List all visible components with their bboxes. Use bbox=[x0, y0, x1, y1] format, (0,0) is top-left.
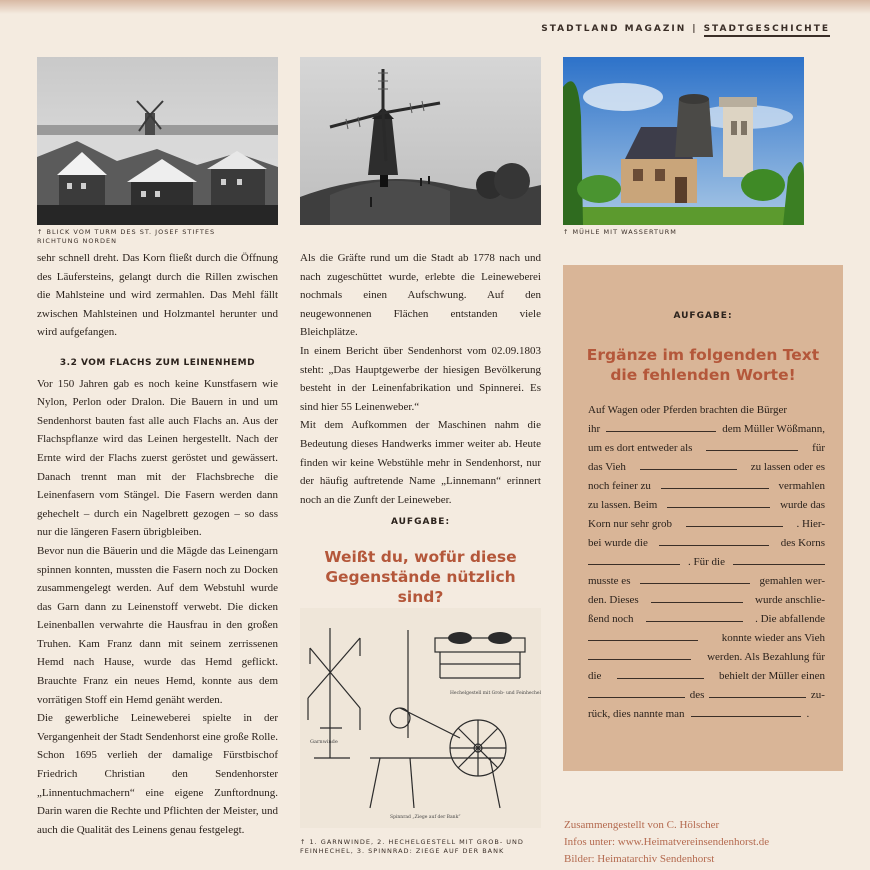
col1-paragraph-2: Vor 150 Jahren gab es noch keine Kunstfasern wie Nylon, Perlon oder Dralon. Die Bauern in und um Sendenhorst bauten fast alle auch Flachs an. Aus der Flachspflanze wird das Leinen hergestellt. Nach der Ernte wird der Flachs zuerst geröstet und gewässert. Danach trennt man mit der Flachsbreche die Leinenfasern vom Stängel. Die Fasern werden dann gehechelt – durch ein Nagelbrett gezogen – so dass nur die längeren Fasern übrigbleiben. bbox=[37, 377, 278, 539]
magazine-name: STADTLAND MAGAZIN bbox=[541, 24, 687, 34]
label-garnwinde: Garnwinde bbox=[310, 739, 338, 745]
blank-field[interactable] bbox=[606, 420, 716, 432]
blank-field[interactable] bbox=[706, 439, 798, 451]
col1-paragraph-3: Bevor nun die Bäuerin und die Mägde das Leinengarn spinnen konnten, mussten die Fasern noch zu Docken zusammengelegt werden. Auf dem Webstuhl wurde das Garn dann zu Leinenstoff verwebt. Die dicken Leinenballen verwahrte die Hausfrau in den großen Truhen. Kam Franz dann mit seinem zerrissenen Hemd nach Hause, wurde das Hemd geflickt. Brauchte Franz ein neues Hemd, konnte aus dem vorrätigen Stoff ein Hemd genäht werden. bbox=[37, 544, 278, 706]
section-heading-flachs: 3.2 VOM FLACHS ZUM LEINENHEMD bbox=[59, 357, 256, 368]
cloze-line bbox=[588, 572, 825, 591]
col1-paragraph-4: Die gewerbliche Leineweberei spielte in der Vergangenheit der Stadt Sendenhorst eine große Rolle. Schon 1695 verlieh der damalige Fürstbischof Friedrich Christian den Sendenhorster „Linnentuchmachern“ eine eigene Zunftordnung. Darin waren die Rechte und Pflichten der Meister, und auch die Qualität des Leinens genau festgelegt. bbox=[37, 712, 278, 836]
credits-author: Zusammengestellt von C. Hölscher bbox=[564, 819, 720, 831]
tools-illustration bbox=[300, 608, 541, 828]
cloze-line bbox=[588, 629, 825, 648]
column-2-text bbox=[300, 249, 541, 509]
cloze-line bbox=[588, 553, 825, 572]
photo-windmill bbox=[300, 57, 541, 225]
cloze-line bbox=[588, 515, 825, 534]
header-separator: | bbox=[692, 24, 698, 34]
cloze-text-fragment: konnte wieder ans Vieh bbox=[721, 632, 825, 644]
top-decor-band bbox=[0, 0, 870, 14]
cloze-text-fragment: musste es bbox=[588, 575, 631, 587]
cloze-text-fragment: Auf Wagen oder Pferden brachten die Bürger bbox=[588, 404, 788, 416]
label-spinnrad: Spinnrad „Ziege auf der Bank“ bbox=[390, 815, 461, 820]
task-box bbox=[563, 265, 843, 771]
blank-field[interactable] bbox=[686, 515, 783, 527]
cloze-text bbox=[588, 401, 825, 724]
blank-field[interactable] bbox=[588, 686, 685, 698]
col2-task-label: AUFGABE: bbox=[390, 517, 451, 527]
cloze-text-fragment: für bbox=[812, 442, 825, 454]
page-header bbox=[541, 24, 830, 34]
credits bbox=[564, 817, 769, 868]
cloze-line bbox=[588, 477, 825, 496]
photo-town-view bbox=[37, 57, 278, 225]
cloze-text-fragment: ihr bbox=[588, 423, 601, 435]
cloze-text-fragment: . bbox=[806, 708, 810, 720]
blank-field[interactable] bbox=[588, 629, 698, 641]
cloze-line bbox=[588, 591, 825, 610]
task-box-title: Ergänze im folgenden Text die fehlenden Worte! bbox=[586, 346, 820, 384]
blank-field[interactable] bbox=[640, 572, 750, 584]
cloze-line bbox=[588, 420, 825, 439]
col2-paragraph-2: In einem Bericht über Sendenhorst vom 02.09.1803 steht: „Das Hauptgewerbe der hiesigen Bevölkerung besteht in der Leinenfabrikation und Spinnerei. Es sind hier 55 Leinenweber.“ bbox=[300, 344, 541, 413]
cloze-text-fragment: zu- bbox=[810, 689, 825, 701]
blank-field[interactable] bbox=[651, 591, 743, 603]
blank-field[interactable] bbox=[709, 686, 806, 698]
credits-info-link[interactable]: Infos unter: www.Heimatvereinsendenhorst.de bbox=[564, 836, 770, 848]
tools-caption: ↑ 1. GARNWINDE, 2. HECHELGESTELL MIT GROB- UND FEINHECHEL, 3. SPINNRAD: ZIEGE AUF DER BANK bbox=[300, 838, 524, 855]
cloze-text-fragment: . Hier- bbox=[796, 518, 825, 530]
cloze-text-fragment: . Die abfallende bbox=[755, 613, 825, 625]
cloze-text-fragment: gemahlen wer- bbox=[759, 575, 825, 587]
cloze-line bbox=[588, 667, 825, 686]
col2-paragraph-3: Mit dem Aufkommen der Maschinen nahm die Bedeutung dieses Handwerks immer weiter ab. Heute finden wir keine Webstühle mehr in Sendenhorst, nur der häufig auftretende Name „Linnemann“ erinnert noch an die Zunft der Leineweber. bbox=[300, 419, 541, 506]
blank-field[interactable] bbox=[691, 705, 801, 717]
photo-mill-caption: ↑ MÜHLE MIT WASSERTURM bbox=[563, 228, 677, 236]
blank-field[interactable] bbox=[588, 553, 680, 565]
cloze-text-fragment: ßend noch bbox=[588, 613, 634, 625]
cloze-line bbox=[588, 686, 825, 705]
cloze-line bbox=[588, 401, 825, 420]
cloze-text-fragment: Korn nur sehr grob bbox=[588, 518, 673, 530]
blank-field[interactable] bbox=[588, 648, 691, 660]
cloze-text-fragment: werden. Als Bezahlung für bbox=[707, 651, 825, 663]
cloze-line bbox=[588, 458, 825, 477]
blank-field[interactable] bbox=[640, 458, 737, 470]
cloze-text-fragment: um es dort entweder als bbox=[588, 442, 693, 454]
cloze-line bbox=[588, 439, 825, 458]
cloze-text-fragment: rück, dies nannte man bbox=[588, 708, 685, 720]
blank-field[interactable] bbox=[659, 534, 769, 546]
cloze-text-fragment: wurde anschlie- bbox=[755, 594, 825, 606]
col2-task-question: Weißt du, wofür diese Gegenstände nützlich sind? bbox=[324, 548, 517, 606]
column-1-text bbox=[37, 249, 278, 839]
cloze-text-fragment: des bbox=[689, 689, 705, 701]
cloze-text-fragment: des Korns bbox=[780, 537, 825, 549]
cloze-text-fragment: noch feiner zu bbox=[588, 480, 651, 492]
credits-images: Bilder: Heimatarchiv Sendenhorst bbox=[564, 853, 715, 865]
cloze-text-fragment: . Für die bbox=[688, 556, 725, 568]
photo-mill-water-tower bbox=[563, 57, 804, 225]
cloze-text-fragment: behielt der Müller einen bbox=[718, 670, 825, 682]
cloze-line bbox=[588, 610, 825, 629]
cloze-text-fragment: dem Müller Wößmann, bbox=[722, 423, 825, 435]
cloze-text-fragment: zu lassen oder es bbox=[750, 461, 825, 473]
cloze-text-fragment: bei wurde die bbox=[588, 537, 648, 549]
blank-field[interactable] bbox=[617, 667, 704, 679]
col2-paragraph-1: Als die Gräfte rund um die Stadt ab 1778 nach und nach zugeschüttet wurde, erlebte die Leineweberei nochmals einen Aufschwung. Auf den neugewonnenen Flächen entstanden viele Bleichplätze. bbox=[300, 252, 541, 339]
col1-paragraph-1: sehr schnell dreht. Das Korn fließt durch die Öffnung des Läufersteins, gelangt durch die Rillen zwischen die Mahlsteine und wird zermahlen. Das Mehl fällt zwischen Mahlsteinen und Holzmantel herunter und wird aufgefangen. bbox=[37, 252, 278, 339]
cloze-text-fragment: vermahlen bbox=[778, 480, 825, 492]
task-box-label: AUFGABE: bbox=[673, 311, 733, 321]
blank-field[interactable] bbox=[646, 610, 743, 622]
label-hechelgestell: Hechelgestell mit Grob- und Feinhechel bbox=[450, 691, 541, 696]
blank-field[interactable] bbox=[667, 496, 770, 508]
cloze-text-fragment: wurde das bbox=[780, 499, 825, 511]
cloze-line bbox=[588, 705, 825, 724]
cloze-text-fragment: das Vieh bbox=[588, 461, 626, 473]
cloze-line bbox=[588, 496, 825, 515]
cloze-line bbox=[588, 534, 825, 553]
cloze-text-fragment: den. Dieses bbox=[588, 594, 639, 606]
cloze-text-fragment: die bbox=[588, 670, 602, 682]
section-name: STADTGESCHICHTE bbox=[704, 24, 830, 37]
blank-field[interactable] bbox=[661, 477, 769, 489]
blank-field[interactable] bbox=[733, 553, 825, 565]
cloze-text-fragment: zu lassen. Beim bbox=[588, 499, 658, 511]
photo-town-caption: ↑ BLICK VOM TURM DES ST. JOSEF STIFTES RICHTUNG NORDEN bbox=[37, 228, 216, 245]
cloze-line bbox=[588, 648, 825, 667]
